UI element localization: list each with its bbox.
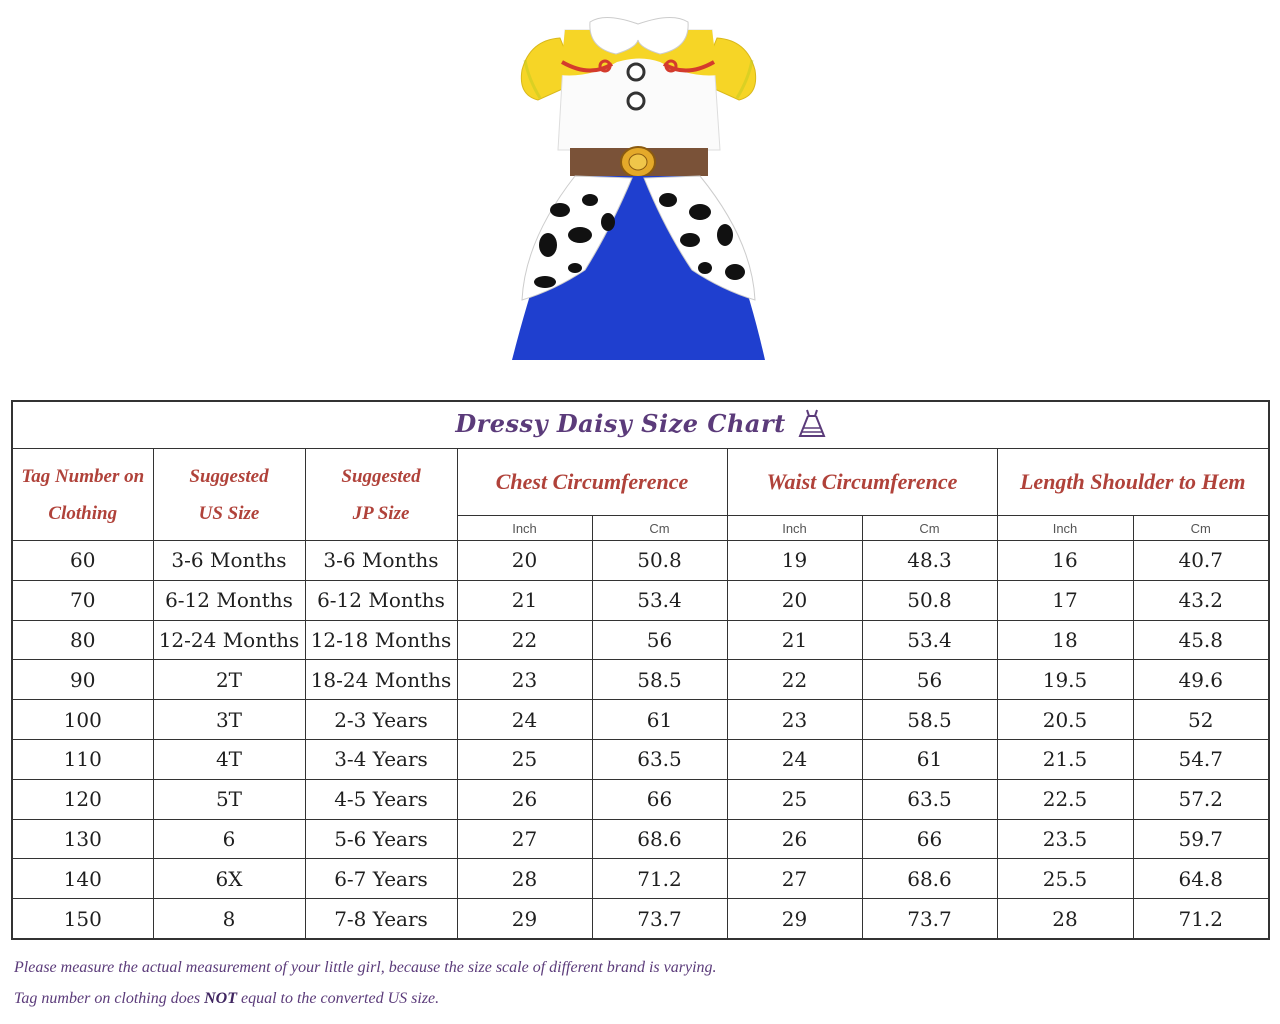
cell-length-inch: 18 bbox=[997, 620, 1133, 660]
table-row bbox=[12, 620, 1269, 660]
cell-jp-size: 3-6 Months bbox=[305, 541, 457, 581]
cell-jp-size: 6-12 Months bbox=[305, 580, 457, 620]
cell-waist-inch: 22 bbox=[727, 660, 862, 700]
cell-chest-inch: 29 bbox=[457, 899, 592, 939]
cell-tag-number: 130 bbox=[12, 819, 153, 859]
cell-length-inch: 17 bbox=[997, 580, 1133, 620]
unit-waist-inch: Inch bbox=[727, 516, 862, 541]
cell-jp-size: 5-6 Years bbox=[305, 819, 457, 859]
cell-length-cm: 64.8 bbox=[1133, 859, 1269, 899]
cell-tag-number: 150 bbox=[12, 899, 153, 939]
cell-chest-cm: 63.5 bbox=[592, 739, 727, 779]
cell-chest-cm: 50.8 bbox=[592, 541, 727, 581]
header-jp-size: Suggested JP Size bbox=[305, 449, 457, 541]
header-tag-number: Tag Number on Clothing bbox=[12, 449, 153, 541]
cell-jp-size: 4-5 Years bbox=[305, 779, 457, 819]
unit-chest-inch: Inch bbox=[457, 516, 592, 541]
cell-us-size: 6X bbox=[153, 859, 305, 899]
cell-waist-inch: 29 bbox=[727, 899, 862, 939]
cell-chest-inch: 28 bbox=[457, 859, 592, 899]
cell-length-cm: 43.2 bbox=[1133, 580, 1269, 620]
cell-chest-inch: 24 bbox=[457, 700, 592, 740]
cell-chest-inch: 20 bbox=[457, 541, 592, 581]
cell-tag-number: 60 bbox=[12, 541, 153, 581]
cell-waist-cm: 66 bbox=[862, 819, 997, 859]
cell-length-inch: 21.5 bbox=[997, 739, 1133, 779]
cell-jp-size: 7-8 Years bbox=[305, 899, 457, 939]
table-row bbox=[12, 739, 1269, 779]
cell-waist-cm: 63.5 bbox=[862, 779, 997, 819]
table-row bbox=[12, 899, 1269, 939]
cell-us-size: 8 bbox=[153, 899, 305, 939]
cell-length-cm: 54.7 bbox=[1133, 739, 1269, 779]
cell-chest-cm: 61 bbox=[592, 700, 727, 740]
cell-length-cm: 71.2 bbox=[1133, 899, 1269, 939]
note-tag: Tag number on clothing does NOT equal to the converted US size. bbox=[14, 990, 440, 1007]
cell-chest-inch: 25 bbox=[457, 739, 592, 779]
cell-us-size: 6-12 Months bbox=[153, 580, 305, 620]
cell-waist-cm: 50.8 bbox=[862, 580, 997, 620]
cell-waist-cm: 58.5 bbox=[862, 700, 997, 740]
cell-waist-inch: 21 bbox=[727, 620, 862, 660]
header-us-size: Suggested US Size bbox=[153, 449, 305, 541]
cell-waist-inch: 27 bbox=[727, 859, 862, 899]
table-row bbox=[12, 660, 1269, 700]
dress-icon bbox=[798, 408, 826, 443]
table-row bbox=[12, 859, 1269, 899]
cell-waist-inch: 26 bbox=[727, 819, 862, 859]
size-rows bbox=[12, 541, 1269, 939]
cell-us-size: 12-24 Months bbox=[153, 620, 305, 660]
chart-title-row bbox=[12, 401, 1269, 449]
cell-chest-cm: 56 bbox=[592, 620, 727, 660]
cell-chest-cm: 68.6 bbox=[592, 819, 727, 859]
cell-jp-size: 6-7 Years bbox=[305, 859, 457, 899]
cell-waist-inch: 19 bbox=[727, 541, 862, 581]
table-row bbox=[12, 580, 1269, 620]
note-measure: Please measure the actual measurement of your little girl, because the size scale of different brand is varying. bbox=[14, 959, 717, 976]
cell-tag-number: 100 bbox=[12, 700, 153, 740]
cell-waist-cm: 73.7 bbox=[862, 899, 997, 939]
cell-tag-number: 110 bbox=[12, 739, 153, 779]
cell-tag-number: 70 bbox=[12, 580, 153, 620]
unit-length-inch: Inch bbox=[997, 516, 1133, 541]
cell-waist-cm: 53.4 bbox=[862, 620, 997, 660]
cell-chest-inch: 26 bbox=[457, 779, 592, 819]
cell-us-size: 5T bbox=[153, 779, 305, 819]
cell-waist-cm: 68.6 bbox=[862, 859, 997, 899]
cell-chest-inch: 21 bbox=[457, 580, 592, 620]
cell-length-inch: 23.5 bbox=[997, 819, 1133, 859]
header-chest: Chest Circumference bbox=[457, 449, 727, 516]
cell-length-inch: 16 bbox=[997, 541, 1133, 581]
cell-waist-inch: 25 bbox=[727, 779, 862, 819]
cell-tag-number: 120 bbox=[12, 779, 153, 819]
cell-chest-cm: 66 bbox=[592, 779, 727, 819]
cell-chest-inch: 22 bbox=[457, 620, 592, 660]
cell-jp-size: 12-18 Months bbox=[305, 620, 457, 660]
cell-length-cm: 45.8 bbox=[1133, 620, 1269, 660]
header-length: Length Shoulder to Hem bbox=[997, 449, 1269, 516]
cell-waist-cm: 61 bbox=[862, 739, 997, 779]
cell-length-cm: 59.7 bbox=[1133, 819, 1269, 859]
cell-tag-number: 140 bbox=[12, 859, 153, 899]
cell-us-size: 3-6 Months bbox=[153, 541, 305, 581]
cell-waist-inch: 24 bbox=[727, 739, 862, 779]
cell-length-cm: 40.7 bbox=[1133, 541, 1269, 581]
cell-us-size: 4T bbox=[153, 739, 305, 779]
table-row bbox=[12, 541, 1269, 581]
cell-us-size: 3T bbox=[153, 700, 305, 740]
cell-chest-cm: 53.4 bbox=[592, 580, 727, 620]
cell-jp-size: 2-3 Years bbox=[305, 700, 457, 740]
table-row bbox=[12, 779, 1269, 819]
cell-waist-cm: 56 bbox=[862, 660, 997, 700]
size-chart-table bbox=[11, 400, 1270, 940]
unit-length-cm: Cm bbox=[1133, 516, 1269, 541]
cell-length-cm: 52 bbox=[1133, 700, 1269, 740]
cell-length-inch: 25.5 bbox=[997, 859, 1133, 899]
cell-chest-cm: 58.5 bbox=[592, 660, 727, 700]
cell-tag-number: 90 bbox=[12, 660, 153, 700]
notes bbox=[14, 952, 1264, 1014]
cell-chest-inch: 23 bbox=[457, 660, 592, 700]
dress-product-image bbox=[0, 0, 1280, 392]
cell-tag-number: 80 bbox=[12, 620, 153, 660]
table-row bbox=[12, 700, 1269, 740]
unit-chest-cm: Cm bbox=[592, 516, 727, 541]
cell-jp-size: 3-4 Years bbox=[305, 739, 457, 779]
table-row bbox=[12, 819, 1269, 859]
chart-title: Dressy Daisy Size Chart bbox=[455, 408, 786, 438]
cell-chest-inch: 27 bbox=[457, 819, 592, 859]
cell-jp-size: 18-24 Months bbox=[305, 660, 457, 700]
cell-length-cm: 57.2 bbox=[1133, 779, 1269, 819]
header-waist: Waist Circumference bbox=[727, 449, 997, 516]
cell-waist-inch: 20 bbox=[727, 580, 862, 620]
cell-chest-cm: 71.2 bbox=[592, 859, 727, 899]
cell-length-cm: 49.6 bbox=[1133, 660, 1269, 700]
cell-us-size: 6 bbox=[153, 819, 305, 859]
cell-length-inch: 19.5 bbox=[997, 660, 1133, 700]
unit-waist-cm: Cm bbox=[862, 516, 997, 541]
cell-length-inch: 28 bbox=[997, 899, 1133, 939]
cell-chest-cm: 73.7 bbox=[592, 899, 727, 939]
cell-waist-cm: 48.3 bbox=[862, 541, 997, 581]
cell-length-inch: 20.5 bbox=[997, 700, 1133, 740]
cell-length-inch: 22.5 bbox=[997, 779, 1133, 819]
cell-waist-inch: 23 bbox=[727, 700, 862, 740]
cell-us-size: 2T bbox=[153, 660, 305, 700]
